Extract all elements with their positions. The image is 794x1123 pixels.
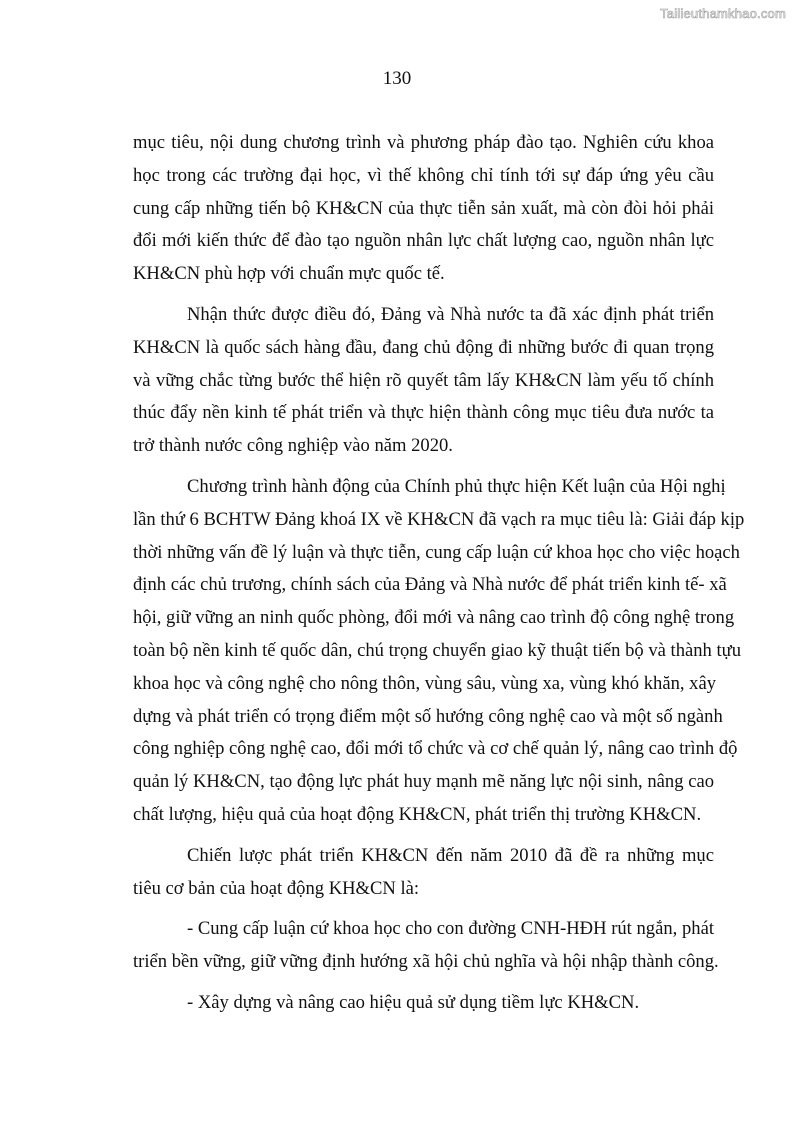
text-line: - Xây dựng và nâng cao hiệu quả sử dụng tiềm lực KH&CN. bbox=[187, 991, 640, 1013]
text-line: và vững chắc từng bước thể hiện rõ quyết tâm lấy KH&CN làm yếu tố chính bbox=[133, 369, 714, 391]
text-line: Chương trình hành động của Chính phủ thực hiện Kết luận của Hội nghị bbox=[187, 475, 726, 497]
text-line: toàn bộ nền kinh tế quốc dân, chú trọng chuyển giao kỹ thuật tiến bộ và thành tựu bbox=[133, 639, 742, 661]
text-line: trở thành nước công nghiệp vào năm 2020. bbox=[133, 435, 453, 457]
text-line: cung cấp những tiến bộ KH&CN của thực tiễn sản xuất, mà còn đòi hỏi phải bbox=[133, 197, 714, 219]
paragraph-1 bbox=[133, 127, 714, 291]
text-line: Nhận thức được điều đó, Đảng và Nhà nước ta đã xác định phát triển bbox=[187, 303, 714, 325]
bullet-item-1 bbox=[133, 913, 719, 979]
text-line: hội, giữ vững an ninh quốc phòng, đổi mới và nâng cao trình độ công nghệ trong bbox=[133, 607, 735, 629]
text-line: thúc đẩy nền kinh tế phát triển và thực hiện thành công mục tiêu đưa nước ta bbox=[133, 402, 714, 424]
text-line: KH&CN phù hợp với chuẩn mực quốc tế. bbox=[133, 263, 445, 285]
text-line: lần thứ 6 BCHTW Đảng khoá IX về KH&CN đã vạch ra mục tiêu là: Giải đáp kịp bbox=[133, 508, 745, 530]
text-line: công nghiệp công nghệ cao, đổi mới tổ chức và cơ chế quản lý, nâng cao trình độ bbox=[133, 738, 738, 760]
text-line: triển bền vững, giữ vững định hướng xã hội chủ nghĩa và hội nhập thành công. bbox=[133, 951, 719, 973]
text-line: chất lượng, hiệu quả của hoạt động KH&CN, phát triển thị trường KH&CN. bbox=[133, 803, 702, 825]
text-line: đổi mới kiến thức để đào tạo nguồn nhân lực chất lượng cao, nguồn nhân lực bbox=[133, 230, 714, 252]
paragraph-4 bbox=[133, 840, 714, 906]
text-line: Chiến lược phát triển KH&CN đến năm 2010 đã đề ra những mục bbox=[187, 844, 714, 866]
text-line: - Cung cấp luận cứ khoa học cho con đường CNH-HĐH rút ngắn, phát bbox=[187, 918, 714, 940]
paragraph-2 bbox=[133, 299, 714, 463]
text-line: khoa học và công nghệ cho nông thôn, vùng sâu, vùng xa, vùng khó khăn, xây bbox=[133, 672, 717, 694]
watermark-text: Tailieuthamkhao.com bbox=[660, 6, 786, 21]
text-line: học trong các trường đại học, vì thế không chỉ tính tới sự đáp ứng yêu cầu bbox=[133, 164, 714, 186]
paragraph-3 bbox=[133, 471, 745, 832]
text-line: thời những vấn đề lý luận và thực tiễn, cung cấp luận cứ khoa học cho việc hoạch bbox=[133, 541, 740, 563]
document-body bbox=[133, 127, 745, 1028]
text-line: mục tiêu, nội dung chương trình và phương pháp đào tạo. Nghiên cứu khoa bbox=[133, 132, 714, 153]
text-line: quản lý KH&CN, tạo động lực phát huy mạnh mẽ năng lực nội sinh, nâng cao bbox=[133, 771, 714, 793]
page-number: 130 bbox=[382, 68, 412, 89]
text-line: định các chủ trương, chính sách của Đảng và Nhà nước để phát triển kinh tế- xã bbox=[133, 574, 727, 596]
bullet-item-2 bbox=[133, 987, 714, 1020]
text-line: tiêu cơ bản của hoạt động KH&CN là: bbox=[133, 877, 420, 899]
text-line: KH&CN là quốc sách hàng đầu, đang chủ động đi những bước đi quan trọng bbox=[133, 336, 714, 358]
text-line: dựng và phát triển có trọng điểm một số hướng công nghệ cao và một số ngành bbox=[133, 705, 723, 727]
